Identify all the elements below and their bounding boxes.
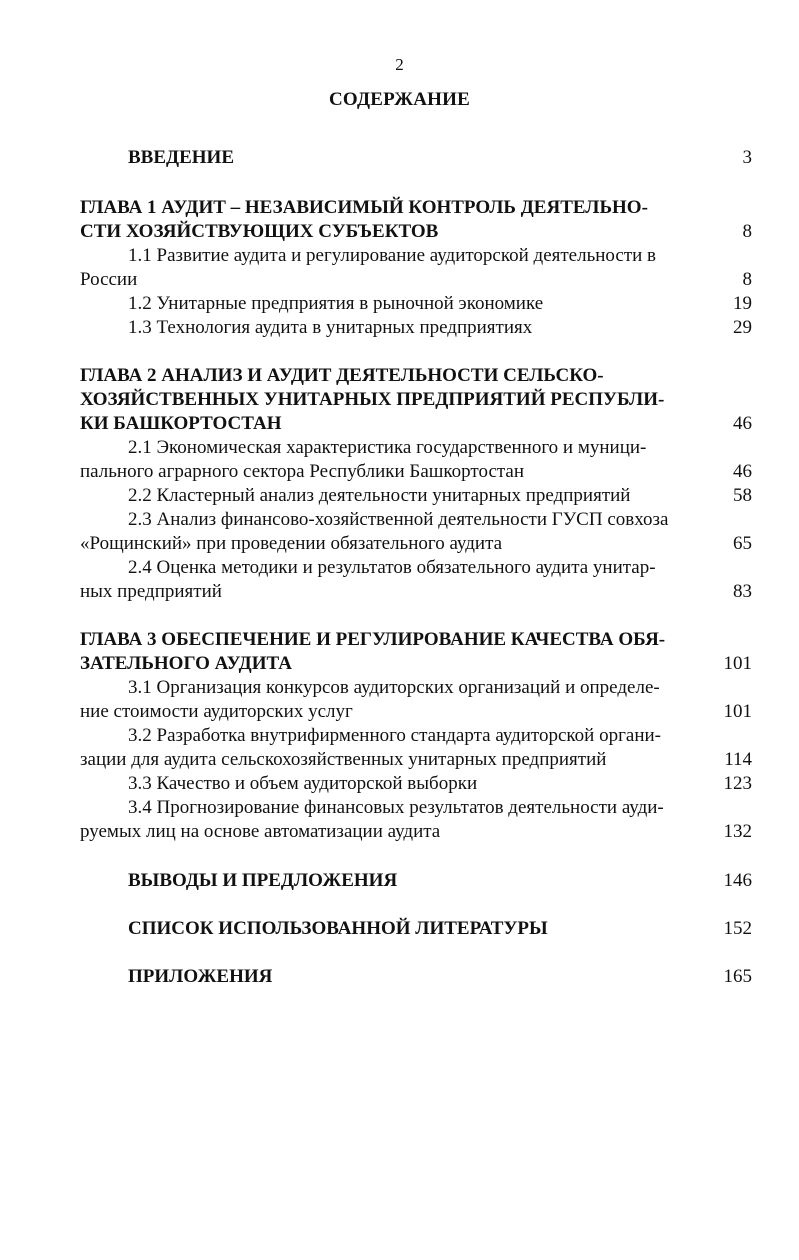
entry-title: ВВЕДЕНИЕ	[128, 147, 234, 168]
entry-title: 2.4 Оценка методики и результатов обязательного аудита унитар-	[128, 557, 656, 578]
toc-entry-section-2-2	[80, 484, 752, 508]
toc-entry-introduction	[80, 146, 752, 170]
entry-title: 1.3 Технология аудита в унитарных предприятиях	[128, 317, 533, 338]
toc-entry-references	[80, 917, 752, 941]
entry-title: ных предприятий	[80, 581, 222, 602]
toc-entry-chapter-1	[80, 196, 752, 244]
toc-entry-section-1-1	[80, 244, 752, 292]
entry-page: 8	[742, 221, 752, 242]
entry-page: 101	[723, 653, 752, 674]
entry-title: зации для аудита сельскохозяйственных унитарных предприятий	[80, 749, 607, 770]
toc-entry-conclusions	[80, 869, 752, 893]
entry-title: СТИ ХОЗЯЙСТВУЮЩИХ СУБЪЕКТОВ	[80, 221, 439, 242]
entry-page: 29	[733, 317, 752, 338]
entry-page: 152	[723, 918, 752, 939]
entry-title: ПРИЛОЖЕНИЯ	[128, 966, 273, 987]
entry-page: 46	[733, 413, 752, 434]
toc-entry-section-2-1	[80, 436, 752, 484]
entry-page: 101	[723, 701, 752, 722]
entry-title: 3.3 Качество и объем аудиторской выборки	[128, 773, 478, 794]
entry-page: 83	[733, 581, 752, 602]
entry-page: 8	[742, 269, 752, 290]
entry-page: 65	[733, 533, 752, 554]
entry-title: ГЛАВА 3 ОБЕСПЕЧЕНИЕ И РЕГУЛИРОВАНИЕ КАЧЕСТВА ОБЯ-	[80, 629, 666, 650]
entry-page: 19	[733, 293, 752, 314]
entry-title: 3.1 Организация конкурсов аудиторских организаций и определе-	[128, 677, 660, 698]
entry-title: 1.1 Развитие аудита и регулирование аудиторской деятельности в	[128, 245, 657, 266]
toc-entry-section-1-3	[80, 316, 752, 340]
entry-page: 58	[733, 485, 752, 506]
entry-title: ЗАТЕЛЬНОГО АУДИТА	[80, 653, 292, 674]
entry-title: 2.3 Анализ финансово-хозяйственной деятельности ГУСП совхоза	[128, 509, 669, 530]
page-number: 2	[395, 55, 404, 74]
toc-entry-section-3-2	[80, 724, 752, 772]
entry-title: ГЛАВА 1 АУДИТ – НЕЗАВИСИМЫЙ КОНТРОЛЬ ДЕЯТЕЛЬНО-	[80, 197, 648, 218]
toc-entry-section-3-1	[80, 676, 752, 724]
entry-title: ГЛАВА 2 АНАЛИЗ И АУДИТ ДЕЯТЕЛЬНОСТИ СЕЛЬСКО-	[80, 365, 604, 386]
entry-page: 146	[723, 870, 752, 891]
entry-page: 132	[723, 821, 752, 842]
toc-entry-chapter-3	[80, 628, 752, 676]
entry-title: 3.4 Прогнозирование финансовых результатов деятельности ауди-	[128, 797, 664, 818]
toc-entry-section-2-4	[80, 556, 752, 604]
entry-title: России	[80, 269, 138, 290]
entry-title: пального аграрного сектора Республики Башкортостан	[80, 461, 525, 482]
toc-title: СОДЕРЖАНИЕ	[329, 89, 470, 110]
entry-page: 123	[723, 773, 752, 794]
toc-entry-chapter-2	[80, 364, 752, 436]
entry-title: ХОЗЯЙСТВЕННЫХ УНИТАРНЫХ ПРЕДПРИЯТИЙ РЕСПУБЛИ-	[80, 389, 665, 410]
entry-title: «Рощинский» при проведении обязательного аудита	[80, 533, 503, 554]
toc-entry-section-3-3	[80, 772, 752, 796]
entry-page: 165	[723, 966, 752, 987]
entry-title: ние стоимости аудиторских услуг	[80, 701, 353, 722]
entry-title: 2.2 Кластерный анализ деятельности унитарных предприятий	[128, 485, 631, 506]
entry-page: 3	[742, 147, 752, 168]
entry-title: ВЫВОДЫ И ПРЕДЛОЖЕНИЯ	[128, 870, 398, 891]
entry-title: 2.1 Экономическая характеристика государственного и муници-	[128, 437, 647, 458]
entry-title: руемых лиц на основе автоматизации аудита	[80, 821, 441, 842]
entry-title: СПИСОК ИСПОЛЬЗОВАННОЙ ЛИТЕРАТУРЫ	[128, 918, 548, 939]
entry-title: КИ БАШКОРТОСТАН	[80, 413, 282, 434]
entry-page: 114	[724, 749, 752, 770]
toc-entry-section-2-3	[80, 508, 752, 556]
entry-page: 46	[733, 461, 752, 482]
entry-title: 1.2 Унитарные предприятия в рыночной экономике	[128, 293, 544, 314]
toc-entry-appendices	[80, 965, 752, 989]
entry-title: 3.2 Разработка внутрифирменного стандарта аудиторской органи-	[128, 725, 661, 746]
toc-entry-section-3-4	[80, 796, 752, 844]
toc-entry-section-1-2	[80, 292, 752, 316]
